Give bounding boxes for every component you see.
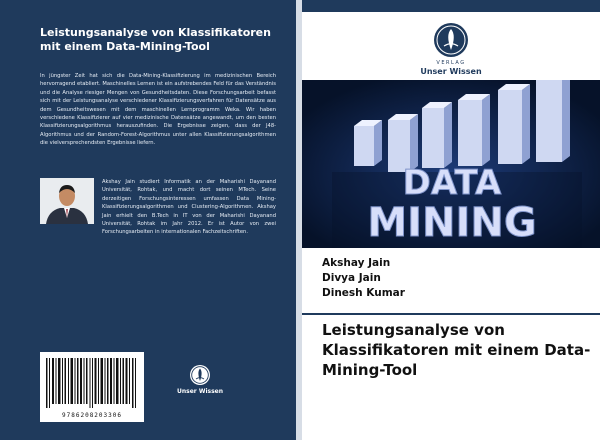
front-top-bar: [302, 0, 600, 12]
front-cover: [302, 0, 600, 440]
back-publisher-name: Unser Wissen: [177, 388, 223, 395]
back-cover-title: Leistungsanalyse von Klassifikatoren mit einem Data-Mining-Tool: [40, 26, 271, 53]
isbn-number: 9786208203306: [62, 412, 122, 419]
author-name: Divya Jain: [322, 272, 381, 284]
data-cube-1: [354, 120, 382, 166]
back-cover: [0, 0, 296, 440]
barcode-bars: [44, 358, 140, 408]
barcode: [40, 352, 144, 422]
author-photo: [40, 178, 94, 224]
back-publisher-logo: [170, 364, 230, 396]
publisher-emblem-icon: [189, 364, 211, 386]
cover-word-data: DATA: [402, 163, 502, 203]
front-publisher-logo: [394, 22, 508, 77]
data-cube-4: [458, 94, 490, 166]
front-publisher-name: Unser Wissen: [420, 67, 482, 76]
author-list: [322, 256, 405, 301]
cover-illustration: [302, 80, 600, 248]
cover-word-mining: MINING: [367, 200, 537, 246]
publisher-emblem-icon: [433, 22, 469, 58]
data-cube-3: [422, 102, 452, 168]
publisher-verlag-label: VERLAG: [436, 60, 466, 66]
author-name: Akshay Jain: [322, 257, 391, 269]
title-divider: [302, 313, 600, 315]
back-cover-description: In jüngster Zeit hat sich die Data-Mining-Klassifizierung im medizinischen Bereich hervorragend etabliert. Maschinelles Lernen ist ein aufstrebendes Feld für das Verständnis und die Analyse riesiger Mengen von Gesundheitsdaten. Diese Forschungsarbeit befasst sich mit der Leistungsanalyse verschiedener Klassifizierungsverfahren für Datensätze aus dem Gesundheitswesen mit dem maschinellen Lernprogramm Weka. Wir haben verschiedene Klassifizierer auf vier medizinische Datensätze angewandt, um den besten Klassifizierungsalgorithmus herauszufinden. Die Ergebnisse zeigen, dass der J48-Algorithmus und der Random-Forest-Algorithmus unter allen Klassifizierungsalgorithmen die vielversprechendsten Ergebnisse liefern.: [40, 73, 276, 147]
data-cube-5: [498, 84, 530, 164]
data-cube-6: [536, 80, 570, 162]
author-bio: Akshay Jain studiert Informatik an der Maharishi Dayanand Universität, Rohtak, und macht dort seinen MTech. Seine derzeitigen Forschungsinteressen umfassen Data Mining-Klassifizierungsalgorithmen und Clustering-Algorithmen. Akshay Jain erhielt den B.Tech in IT von der Maharishi Dayanand Universität, Rohtak im Jahr 2012. Er ist Autor von zwei Forschungsarbeiten in internationalen Fachzeitschriften.: [102, 179, 276, 236]
author-name: Dinesh Kumar: [322, 287, 405, 299]
front-cover-title: Leistungsanalyse von Klassifikatoren mit einem Data-Mining-Tool: [322, 321, 591, 379]
